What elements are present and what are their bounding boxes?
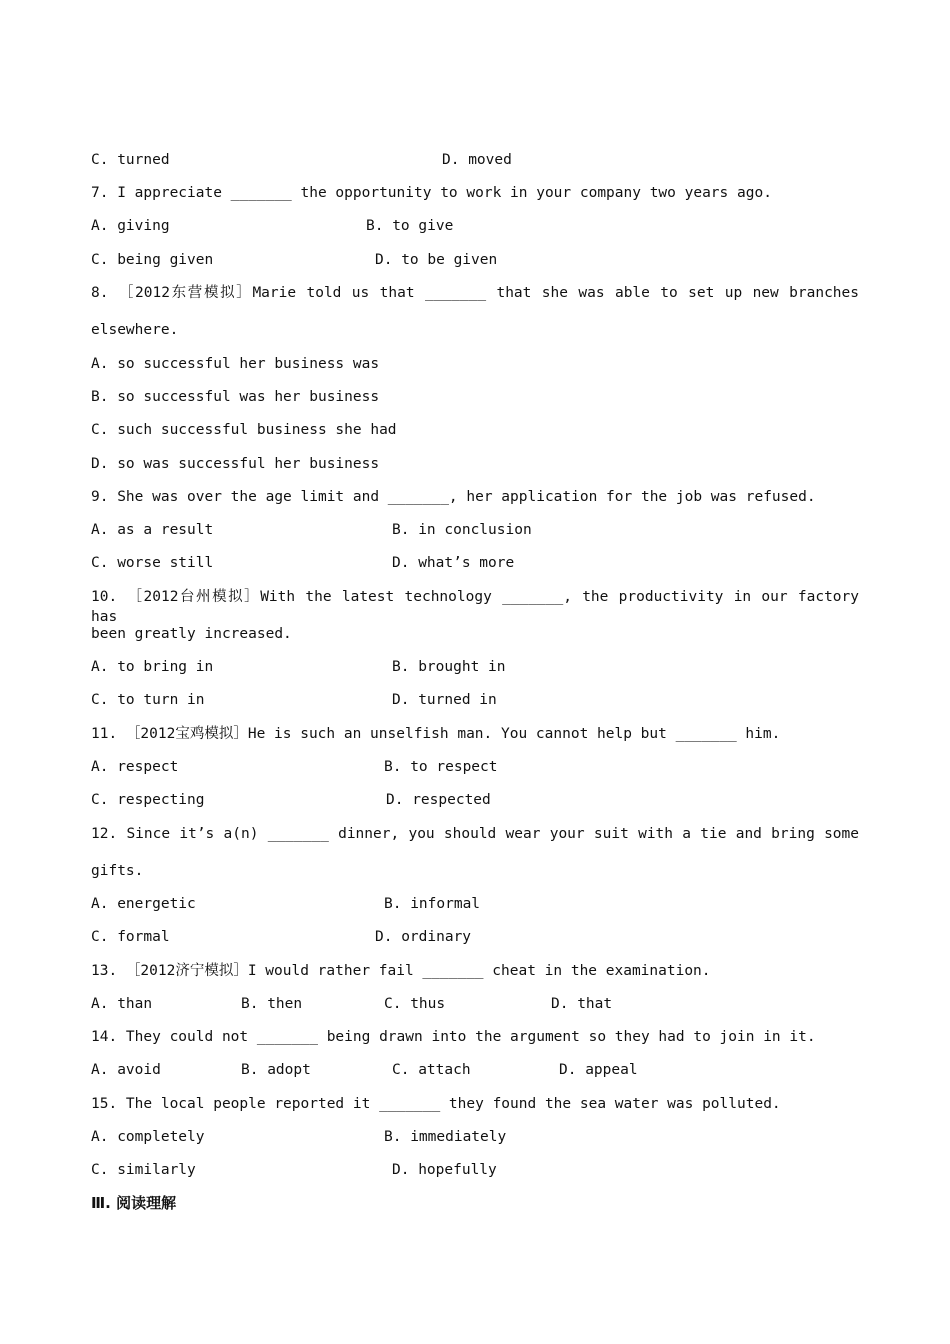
q13-stem: 13. ［2012济宁模拟］I would rather fail _______ cheat in the examination. — [91, 963, 711, 979]
q9-option-c: C. worse still — [91, 555, 214, 571]
q15-stem: 15. The local people reported it _______ they found the sea water was polluted. — [91, 1096, 781, 1112]
q11-option-c: C. respecting — [91, 792, 205, 808]
q7-option-a: A. giving — [91, 218, 170, 234]
q13-option-d: D. that — [551, 996, 613, 1012]
q14-stem: 14. They could not _______ being drawn into the argument so they had to join in it. — [91, 1029, 816, 1045]
q7-option-c: C. being given — [91, 252, 214, 268]
q15-option-c: C. similarly — [91, 1162, 196, 1178]
q14-option-d: D. appeal — [559, 1062, 638, 1078]
q12-option-a: A. energetic — [91, 896, 196, 912]
q8-option-c: C. such successful business she had — [91, 422, 397, 438]
q8-option-a: A. so successful her business was — [91, 356, 380, 372]
q11-stem: 11. ［2012宝鸡模拟］He is such an unselfish man. You cannot help but _______ him. — [91, 726, 781, 742]
q6-option-c: C. turned — [91, 152, 170, 168]
q10-option-a: A. to bring in — [91, 659, 214, 675]
q13-option-b: B. then — [241, 996, 303, 1012]
q10-option-d: D. turned in — [392, 692, 497, 708]
q12-stem-line1: 12. Since it’s a(n) _______ dinner, you should wear your suit with a tie and bring some — [91, 826, 859, 842]
q8-option-b: B. so successful was her business — [91, 389, 380, 405]
q8-option-d: D. so was successful her business — [91, 456, 380, 472]
q7-option-d: D. to be given — [375, 252, 498, 268]
q8-stem-line2: elsewhere. — [91, 322, 179, 338]
q7-stem: 7. I appreciate _______ the opportunity to work in your company two years ago. — [91, 185, 772, 201]
q13-option-a: A. than — [91, 996, 153, 1012]
q9-option-d: D. what’s more — [392, 555, 515, 571]
q10-option-b: B. brought in — [392, 659, 506, 675]
q10-option-c: C. to turn in — [91, 692, 205, 708]
section-reading-heading: Ⅲ. 阅读理解 — [91, 1194, 177, 1212]
q9-option-b: B. in conclusion — [392, 522, 532, 538]
q11-option-d: D. respected — [386, 792, 491, 808]
q10-stem-line2: been greatly increased. — [91, 626, 292, 642]
q13-option-c: C. thus — [384, 996, 446, 1012]
q6-option-d: D. moved — [442, 152, 512, 168]
q12-option-b: B. informal — [384, 896, 481, 912]
q12-stem-line2: gifts. — [91, 863, 144, 879]
q15-option-b: B. immediately — [384, 1129, 507, 1145]
q14-option-b: B. adopt — [241, 1062, 311, 1078]
q14-option-a: A. avoid — [91, 1062, 161, 1078]
q14-option-c: C. attach — [392, 1062, 471, 1078]
q11-option-b: B. to respect — [384, 759, 498, 775]
q15-option-d: D. hopefully — [392, 1162, 497, 1178]
q9-option-a: A. as a result — [91, 522, 214, 538]
q7-option-b: B. to give — [366, 218, 454, 234]
q12-option-d: D. ordinary — [375, 929, 472, 945]
q10-stem-line1: 10. ［2012台州模拟］With the latest technology _______, the productivity in our factory has — [91, 589, 859, 625]
q12-option-c: C. formal — [91, 929, 170, 945]
q8-stem-line1: 8. ［2012东营模拟］Marie told us that _______ that she was able to set up new branches — [91, 285, 859, 301]
q15-option-a: A. completely — [91, 1129, 205, 1145]
q9-stem: 9. She was over the age limit and _______, her application for the job was refused. — [91, 489, 816, 505]
q11-option-a: A. respect — [91, 759, 179, 775]
